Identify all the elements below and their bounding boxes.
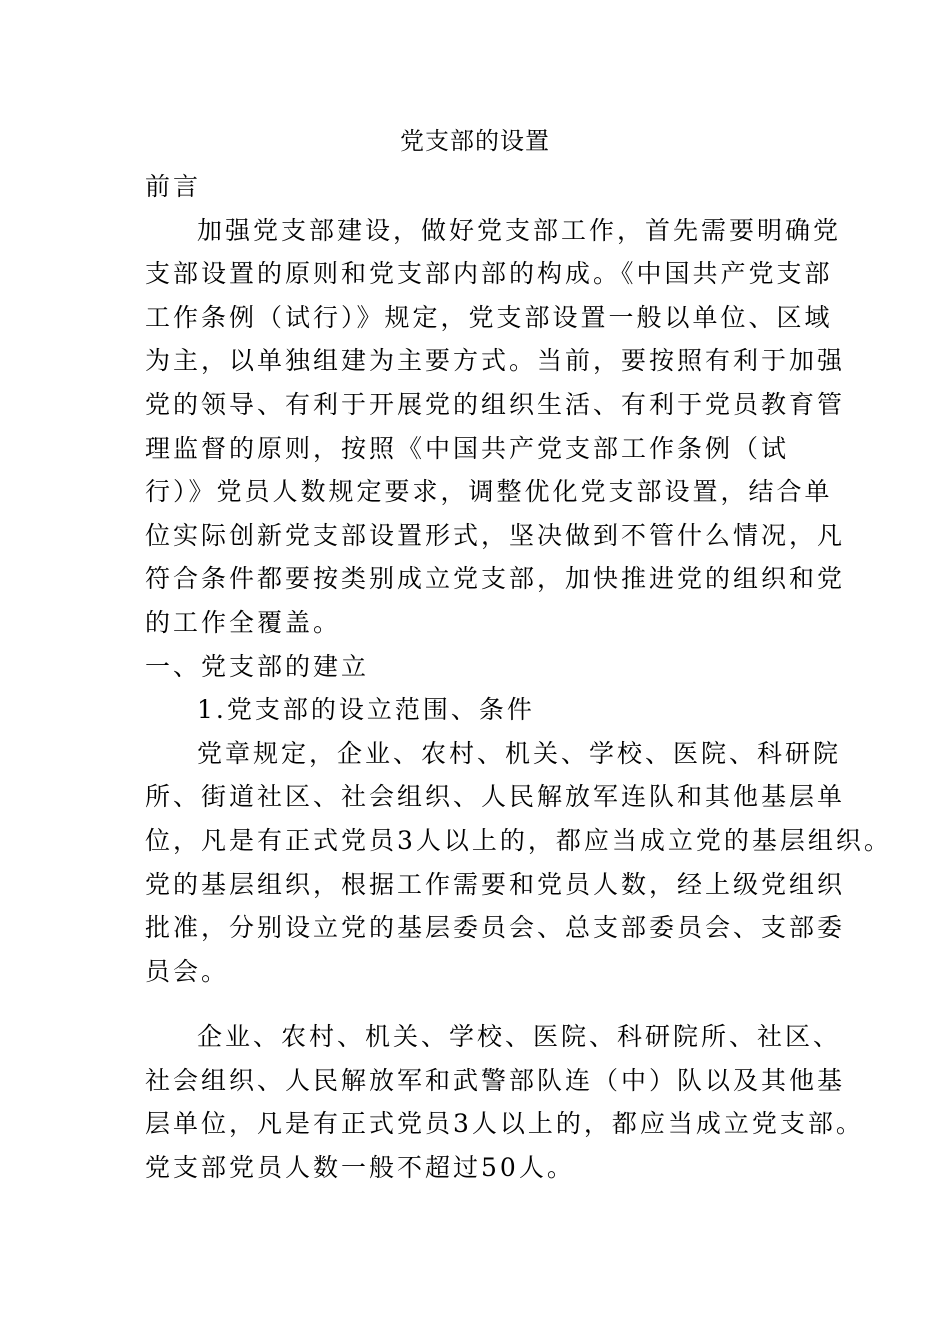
- document-body: [145, 165, 892, 1190]
- paragraph-1-line-2: 所、街道社区、社会组织、人民解放军连队和其他基层单: [145, 782, 846, 812]
- preface-line-4: 为主，以单独组建为主要方式。当前，要按照有利于加强: [145, 346, 846, 376]
- preface-line-9: 符合条件都要按类别成立党支部，加快推进党的组织和党: [145, 564, 846, 594]
- paragraph-1-line-3: 位，凡是有正式党员3人以上的，都应当成立党的基层组织。: [145, 825, 892, 855]
- preface-line-3: 工作条例（试行）》规定，党支部设置一般以单位、区域: [145, 302, 833, 332]
- document-title: 党支部的设置: [400, 127, 550, 155]
- subsection-1-heading: 1.党支部的设立范围、条件: [197, 695, 535, 725]
- preface-line-1: 加强党支部建设，做好党支部工作，首先需要明确党: [197, 215, 842, 245]
- preface-line-7: 行）》党员人数规定要求，调整优化党支部设置，结合单: [145, 477, 833, 507]
- preface-line-2: 支部设置的原则和党支部内部的构成。《中国共产党支部: [145, 259, 833, 289]
- preface-line-5: 党的领导、有利于开展党的组织生活、有利于党员教育管: [145, 389, 846, 419]
- section-1-heading: 一、党支部的建立: [145, 651, 370, 681]
- preface-heading: 前言: [145, 172, 202, 201]
- preface-line-8: 位实际创新党支部设置形式，坚决做到不管什么情况，凡: [145, 520, 846, 550]
- preface-line-10: 的工作全覆盖。: [145, 607, 342, 637]
- paragraph-1-line-4: 党的基层组织，根据工作需要和党员人数，经上级党组织: [145, 869, 846, 899]
- paragraph-gap: [145, 993, 835, 1015]
- paragraph-1-line-1: 党章规定，企业、农村、机关、学校、医院、科研院: [197, 738, 842, 768]
- paragraph-2-line-2: 社会组织、人民解放军和武警部队连（中）队以及其他基: [145, 1065, 846, 1095]
- paragraph-1-line-6: 员会。: [145, 956, 230, 986]
- paragraph-2-line-1: 企业、农村、机关、学校、医院、科研院所、社区、: [197, 1022, 842, 1052]
- preface-line-6: 理监督的原则，按照《中国共产党支部工作条例（试: [145, 433, 790, 463]
- paragraph-1-line-5: 批准，分别设立党的基层委员会、总支部委员会、支部委: [145, 913, 846, 943]
- paragraph-2-line-4: 党支部党员人数一般不超过50人。: [145, 1153, 575, 1183]
- paragraph-2-line-3: 层单位，凡是有正式党员3人以上的，都应当成立党支部。: [145, 1109, 864, 1139]
